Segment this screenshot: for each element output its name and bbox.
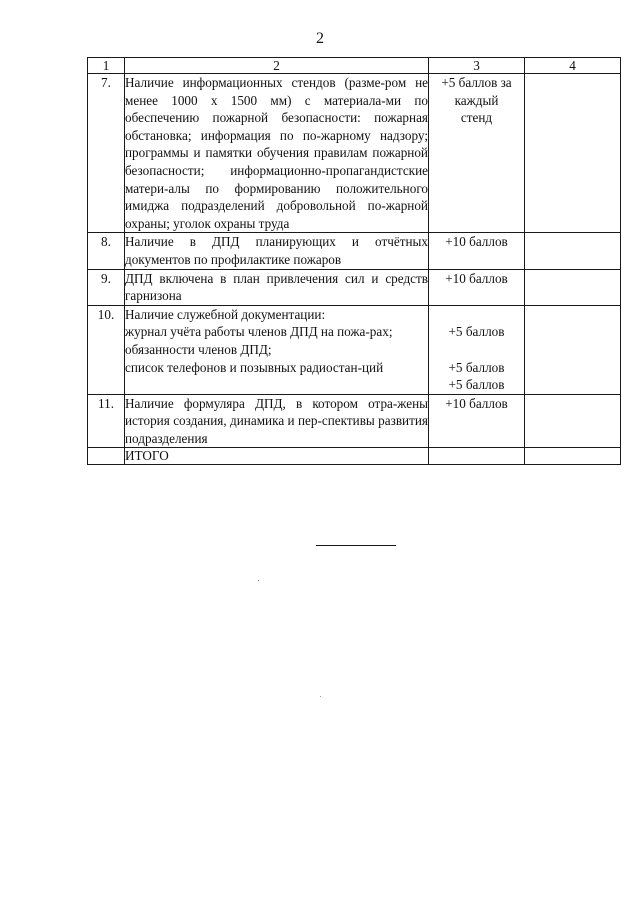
row-number: 10.	[88, 305, 125, 394]
score-line: +5 баллов	[448, 324, 505, 340]
column-header: 2	[125, 58, 429, 74]
score-spacer	[429, 306, 524, 324]
score-line: +10 баллов	[445, 234, 508, 250]
score-line: +5 баллов	[448, 359, 505, 375]
total-value-cell	[525, 448, 621, 465]
row-description	[125, 233, 429, 269]
table-row	[88, 74, 621, 233]
table-row	[88, 269, 621, 305]
criteria-table	[87, 57, 621, 465]
score-line: +5 баллов	[448, 377, 505, 393]
row-number: 7.	[88, 74, 125, 233]
row-value	[525, 305, 621, 394]
score-spacer	[429, 341, 524, 359]
row-value	[525, 74, 621, 233]
total-score-cell	[429, 448, 525, 465]
row-number: 8.	[88, 233, 125, 269]
row-description	[125, 74, 429, 233]
description-line: Наличие в ДПД планирующих и отчётных документов по профилактике пожаров	[125, 234, 428, 267]
row-number: 9.	[88, 269, 125, 305]
end-rule	[316, 545, 396, 546]
description-line: Наличие служебной документации:	[125, 306, 326, 322]
row-value	[525, 394, 621, 448]
scan-speck	[320, 696, 321, 697]
row-value	[525, 269, 621, 305]
column-header: 4	[525, 58, 621, 74]
row-score	[429, 74, 525, 233]
row-description	[125, 394, 429, 448]
total-num-cell	[88, 448, 125, 465]
description-line: обязанности членов ДПД;	[125, 341, 272, 357]
total-row	[88, 448, 621, 465]
score-line: +5 баллов за	[441, 75, 512, 90]
row-value	[525, 233, 621, 269]
row-number: 11.	[88, 394, 125, 448]
description-line: журнал учёта работы членов ДПД на пожа-рах;	[125, 324, 393, 340]
row-score	[429, 394, 525, 448]
table-row	[88, 394, 621, 448]
table-row	[88, 233, 621, 269]
score-line: каждый	[454, 92, 499, 108]
row-score	[429, 233, 525, 269]
column-header: 1	[88, 58, 125, 74]
row-score	[429, 269, 525, 305]
score-line: +10 баллов	[445, 395, 508, 411]
description-line: Наличие информационных стендов (разме-ром не менее 1000 х 1500 мм) с материала-ми по обеспечению пожарной безопасности: пожарная обстановка; информация по по-жарному надзору; программы и памятки обучения правилам пожарной безопасности; информационно-пропагандистские матери-алы по формированию положительного имиджа подразделений добровольной по-жарной охраны; уголок охраны труда	[125, 75, 428, 231]
score-line: +10 баллов	[445, 270, 508, 286]
table-row	[88, 305, 621, 394]
description-line: Наличие формуляра ДПД, в котором отра-жены история создания, динамика и пер-спективы развития подразделения	[125, 395, 428, 446]
description-line: ДПД включена в план привлечения сил и средств гарнизона	[125, 270, 428, 304]
column-header: 3	[429, 58, 525, 74]
row-description	[125, 305, 429, 394]
scan-speck	[258, 580, 259, 581]
table-header-row	[88, 58, 621, 74]
row-score	[429, 305, 525, 394]
score-line: стенд	[460, 110, 493, 126]
page-number: 2	[316, 30, 324, 47]
total-label: ИТОГО	[125, 448, 429, 465]
row-description	[125, 269, 429, 305]
description-line: список телефонов и позывных радиостан-ций	[125, 359, 384, 375]
